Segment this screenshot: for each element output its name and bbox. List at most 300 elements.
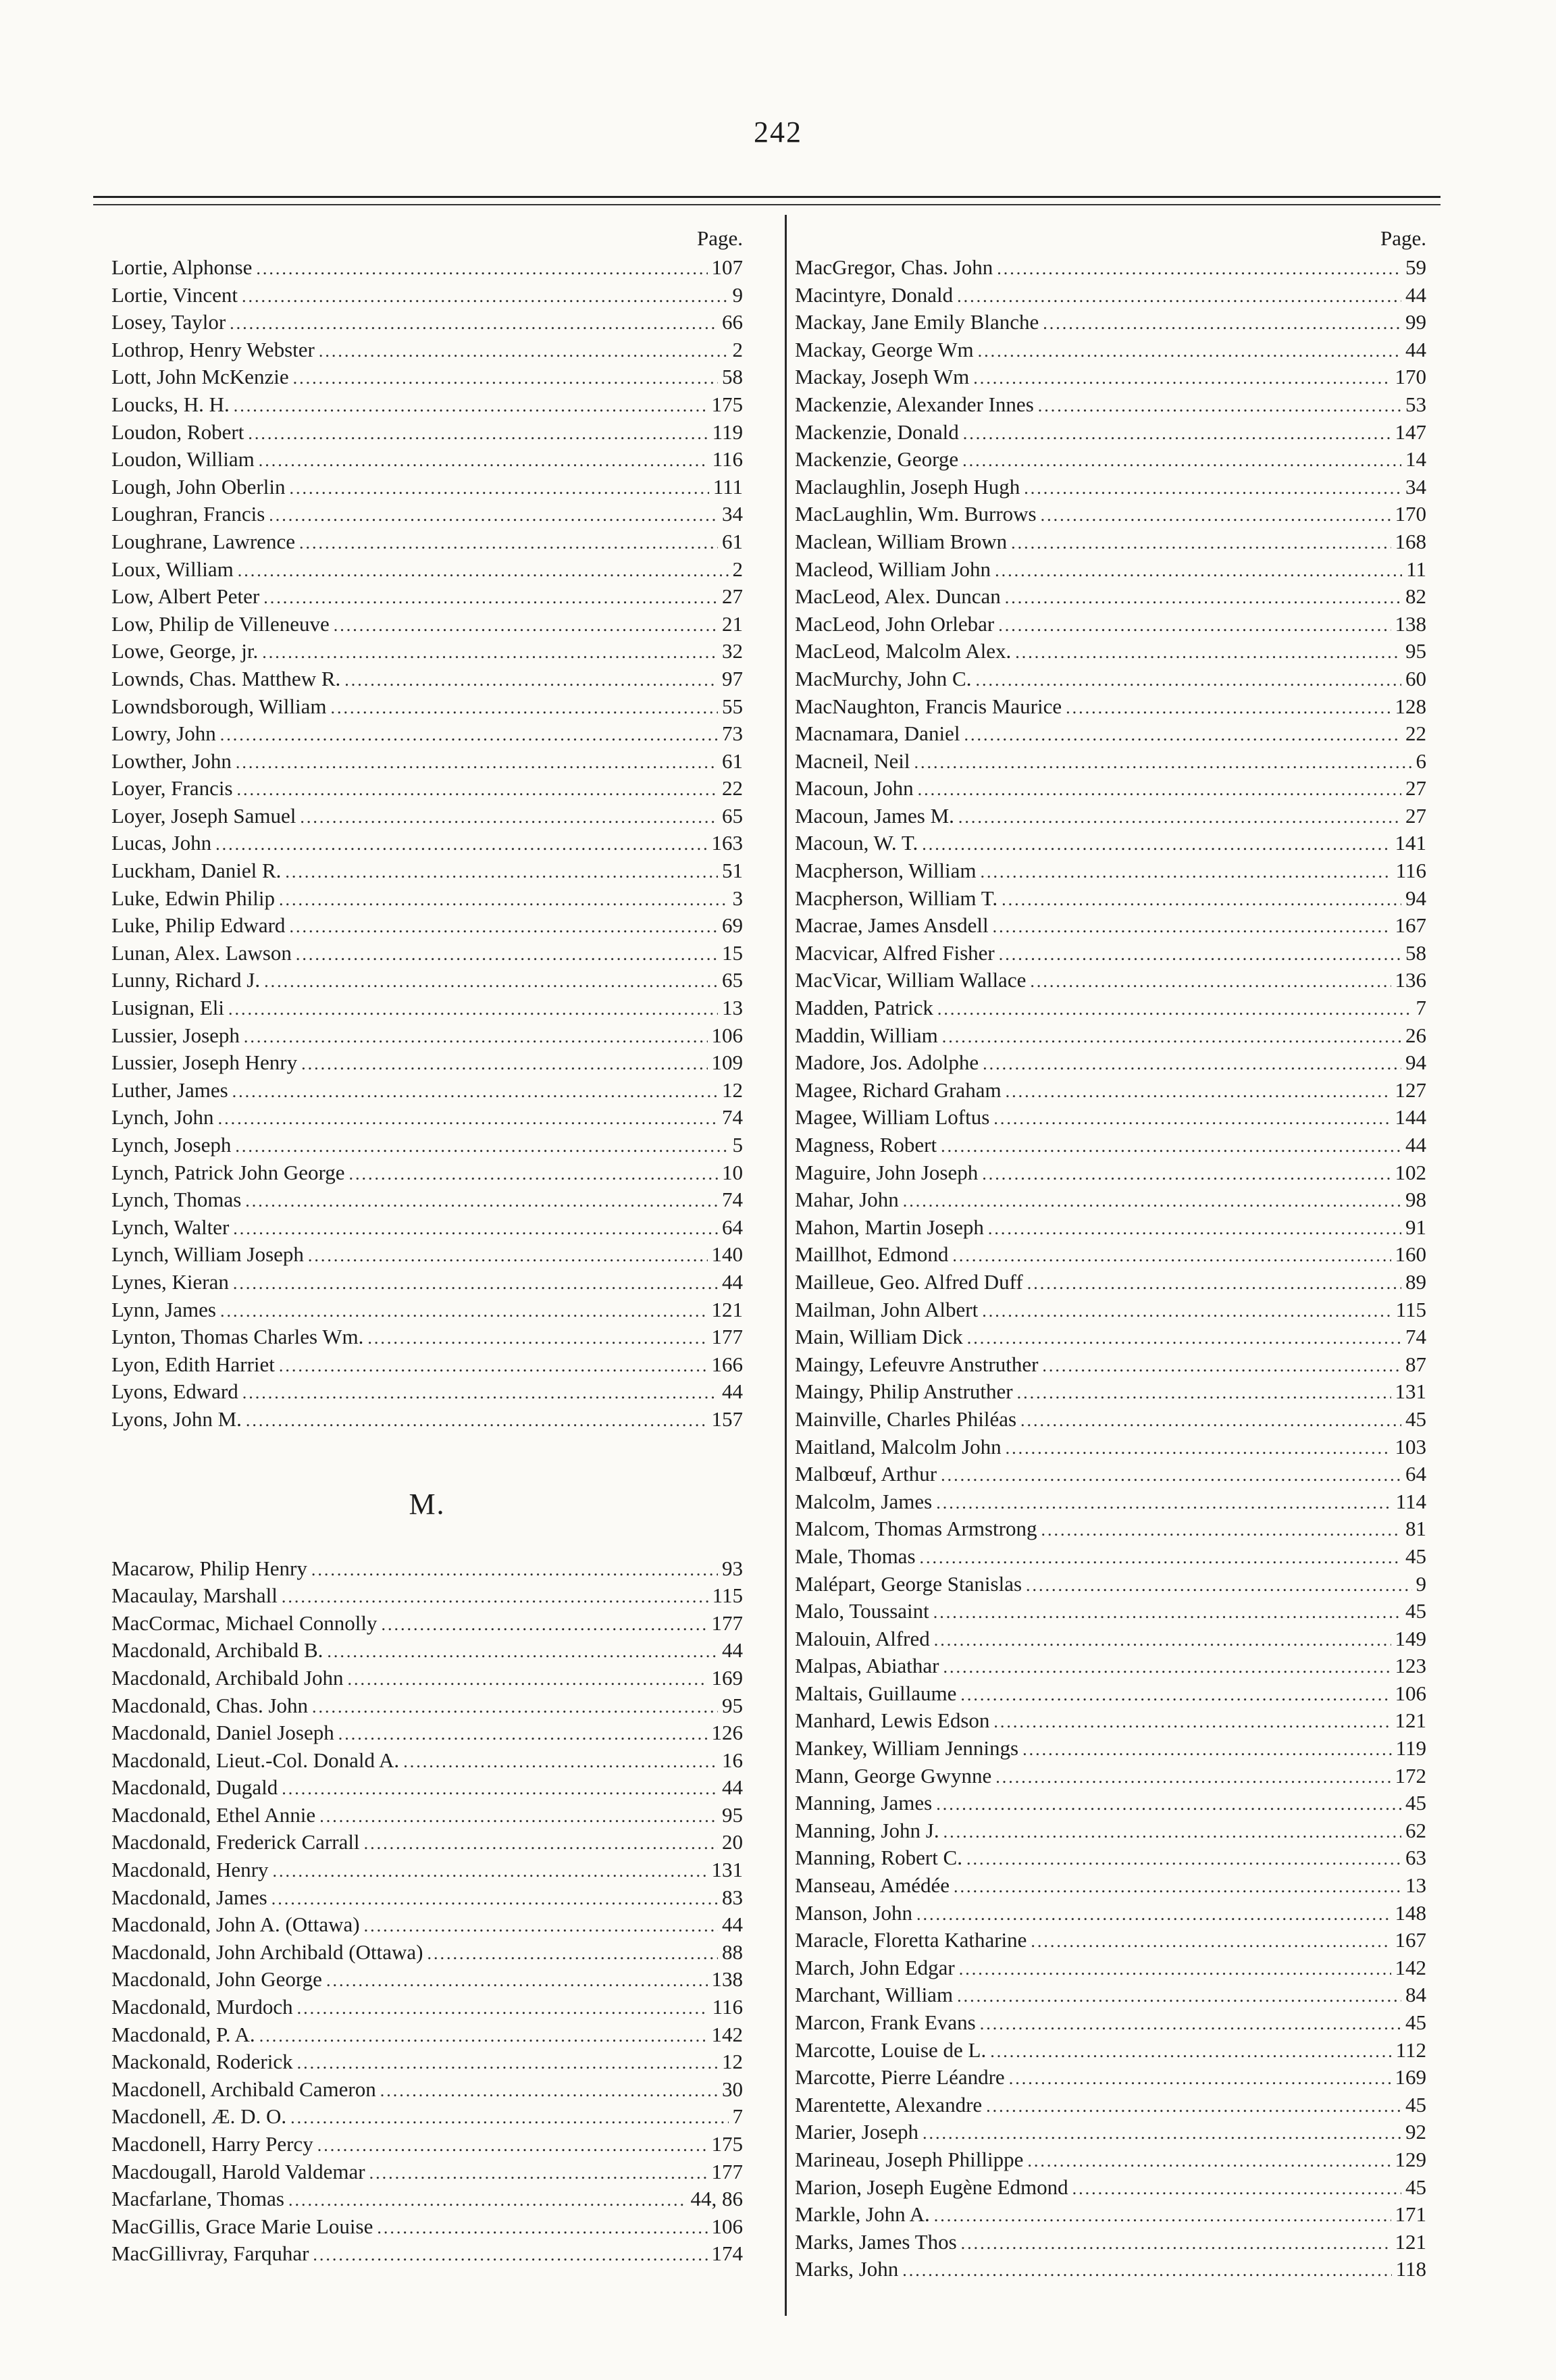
- dot-leader: [954, 1873, 1401, 1901]
- index-entry: [795, 611, 1426, 638]
- dot-leader: [978, 338, 1401, 365]
- entry-name: Mailman, John Albert: [795, 1297, 979, 1321]
- entry-page: 44: [1405, 337, 1426, 361]
- index-entry: [795, 1652, 1426, 1680]
- entry-page: 99: [1405, 310, 1426, 334]
- dot-leader: [999, 941, 1401, 969]
- dot-leader: [1027, 1270, 1401, 1298]
- dot-leader: [238, 557, 729, 585]
- entry-page: 83: [722, 1885, 743, 1909]
- entry-name: Mackenzie, Alexander Innes: [795, 392, 1034, 416]
- entry-page: 166: [711, 1352, 743, 1376]
- entry-name: Lyons, John M.: [111, 1407, 242, 1431]
- index-entry: [111, 803, 743, 830]
- entry-name: MacMurchy, John C.: [795, 666, 972, 690]
- index-entry: [111, 336, 743, 364]
- entry-name: Magee, William Loftus: [795, 1105, 990, 1130]
- index-entry: [111, 1911, 743, 1939]
- entry-name: Loughran, Francis: [111, 502, 265, 526]
- entry-name: Marion, Joseph Eugène Edmond: [795, 2175, 1068, 2199]
- index-entry: [111, 2158, 743, 2186]
- index-entry: [795, 2146, 1426, 2174]
- entry-name: Maddin, William: [795, 1023, 938, 1047]
- index-entry: [795, 528, 1426, 556]
- entry-name: Lynton, Thomas Charles Wm.: [111, 1325, 364, 1349]
- entry-name: Mackenzie, Donald: [795, 420, 959, 444]
- index-entry: [111, 857, 743, 885]
- index-entry: [111, 1049, 743, 1077]
- index-entry: [795, 1515, 1426, 1543]
- entry-page: 94: [1405, 1050, 1426, 1075]
- index-entry: [111, 830, 743, 857]
- index-entry: [795, 1159, 1426, 1187]
- entry-name: Malo, Toussaint: [795, 1599, 929, 1623]
- entry-page: 170: [1395, 365, 1426, 389]
- entry-name: Mann, George Gwynne: [795, 1763, 992, 1788]
- index-entry: [795, 1488, 1426, 1516]
- dot-leader: [1005, 584, 1401, 612]
- entry-name: Lyon, Edith Harriet: [111, 1352, 275, 1376]
- entry-name: Loudon, William: [111, 447, 255, 472]
- entry-name: Marentette, Alexandre: [795, 2092, 983, 2117]
- dot-leader: [220, 1298, 708, 1325]
- dot-leader: [923, 2120, 1401, 2148]
- index-entry: [111, 2103, 743, 2131]
- entry-name: MacVicar, William Wallace: [795, 968, 1027, 992]
- entry-name: Macdonald, Archibald John: [111, 1665, 344, 1690]
- entry-page: 116: [712, 1995, 743, 2019]
- dot-leader: [285, 859, 718, 886]
- dot-leader: [344, 667, 718, 694]
- entry-name: Lowry, John: [111, 721, 216, 746]
- index-entry: [795, 1269, 1426, 1296]
- entry-page: 63: [1405, 1846, 1426, 1870]
- index-entry: [795, 2119, 1426, 2146]
- left-column: [111, 223, 743, 2268]
- entry-name: Loyer, Joseph Samuel: [111, 803, 296, 828]
- entry-page: 44: [722, 1913, 743, 1937]
- entry-name: Macdonald, James: [111, 1885, 267, 1909]
- entry-page: 27: [1405, 803, 1426, 828]
- dot-leader: [981, 859, 1392, 886]
- entry-page: 61: [722, 749, 743, 773]
- entry-name: Malpas, Abiathar: [795, 1654, 939, 1678]
- entry-name: Maingy, Lefeuvre Anstruther: [795, 1352, 1039, 1376]
- entry-page: 121: [1395, 1708, 1426, 1733]
- entry-name: Lynn, James: [111, 1297, 216, 1321]
- entry-page: 116: [1395, 859, 1426, 883]
- entry-name: Macoun, W. T.: [795, 831, 918, 855]
- entry-page: 66: [722, 310, 743, 334]
- dot-leader: [980, 2010, 1401, 2038]
- index-entry: [795, 1817, 1426, 1845]
- entry-page: 172: [1395, 1763, 1426, 1788]
- entry-page: 74: [1405, 1325, 1426, 1349]
- dot-leader: [282, 1584, 708, 1611]
- dot-leader: [966, 1846, 1401, 1873]
- index-entry: [111, 2185, 743, 2213]
- entry-page: 44: [1405, 1133, 1426, 1157]
- entry-page: 119: [1395, 1736, 1426, 1761]
- entry-name: Maltais, Guillaume: [795, 1681, 957, 1705]
- index-entry: [111, 2240, 743, 2268]
- index-entry: [111, 1351, 743, 1379]
- index-entry: [795, 720, 1426, 748]
- entry-page: 81: [1405, 1517, 1426, 1541]
- dot-leader: [997, 255, 1401, 283]
- dot-leader: [338, 1721, 708, 1748]
- entry-page: 144: [1395, 1105, 1426, 1130]
- entry-page: 129: [1395, 2147, 1426, 2171]
- entry-name: Macdougall, Harold Valdemar: [111, 2159, 365, 2183]
- dot-leader: [993, 1708, 1391, 1736]
- index-entry: [111, 1994, 743, 2021]
- entry-page: 119: [712, 420, 743, 444]
- entry-page: 9: [732, 282, 743, 307]
- dot-leader: [995, 1764, 1391, 1792]
- entry-page: 12: [722, 2050, 743, 2074]
- entry-page: 91: [1405, 1215, 1426, 1239]
- entry-name: Macpherson, William T.: [795, 886, 998, 910]
- index-entry: [795, 1186, 1426, 1214]
- entry-name: Mankey, William Jennings: [795, 1736, 1019, 1761]
- dot-leader: [313, 2242, 707, 2269]
- index-entry: [111, 1406, 743, 1434]
- index-entry: [795, 1104, 1426, 1132]
- index-entry: [111, 1856, 743, 1884]
- index-entry: [111, 994, 743, 1022]
- entry-page: 22: [722, 776, 743, 801]
- index-entry: [795, 1351, 1426, 1379]
- index-entry: [111, 363, 743, 391]
- dot-leader: [230, 310, 718, 338]
- entry-page: 121: [711, 1297, 743, 1321]
- entry-page: 177: [711, 1611, 743, 1635]
- dot-leader: [973, 365, 1391, 393]
- entry-page: 7: [1416, 996, 1426, 1020]
- entry-name: Lynes, Kieran: [111, 1269, 229, 1294]
- index-entry: [111, 1159, 743, 1187]
- entry-name: Macdonald, John A. (Ottawa): [111, 1913, 360, 1937]
- entry-name: Macdonald, Lieut.-Col. Donald A.: [111, 1748, 400, 1772]
- dot-leader: [237, 776, 718, 804]
- entry-page: 51: [722, 859, 743, 883]
- entry-name: Macdonald, Henry: [111, 1858, 269, 1882]
- dot-leader: [990, 2038, 1391, 2066]
- dot-leader: [941, 1462, 1401, 1490]
- index-entry: [795, 2037, 1426, 2065]
- index-entry: [795, 1214, 1426, 1242]
- index-entry: [795, 1598, 1426, 1625]
- dot-leader: [934, 1627, 1391, 1654]
- entry-name: Macdonald, Dugald: [111, 1775, 278, 1800]
- dot-leader: [1015, 639, 1401, 667]
- index-entry: [795, 1543, 1426, 1571]
- entry-name: Lynch, Patrick John George: [111, 1160, 345, 1184]
- entry-name: Macfarlane, Thomas: [111, 2187, 284, 2211]
- entry-page: 116: [712, 447, 743, 472]
- index-entry: [795, 994, 1426, 1022]
- index-entry: [795, 336, 1426, 364]
- entry-name: Lortie, Vincent: [111, 282, 238, 307]
- dot-leader: [983, 1050, 1401, 1078]
- entry-name: Lowe, George, jr.: [111, 639, 259, 663]
- entry-page: 44, 86: [690, 2187, 743, 2211]
- dot-leader: [349, 1161, 718, 1188]
- dot-leader: [1041, 502, 1391, 530]
- dot-leader: [233, 1270, 718, 1298]
- entry-name: Macneil, Neil: [795, 749, 910, 773]
- entry-page: 138: [711, 1967, 743, 1992]
- entry-page: 112: [1395, 2037, 1426, 2062]
- index-entry: [111, 419, 743, 447]
- entry-page: 107: [711, 255, 743, 279]
- dot-leader: [301, 1050, 707, 1078]
- entry-page: 13: [1405, 1873, 1426, 1898]
- entry-page: 61: [722, 529, 743, 553]
- dot-leader: [242, 283, 729, 311]
- entry-name: Lusignan, Eli: [111, 996, 225, 1020]
- entry-name: Marks, John: [795, 2257, 899, 2281]
- entry-page: 44: [722, 1638, 743, 1663]
- entry-page: 111: [712, 474, 743, 499]
- dot-leader: [958, 804, 1401, 832]
- index-entry: [795, 1763, 1426, 1790]
- dot-leader: [259, 2023, 708, 2050]
- dot-leader: [256, 255, 707, 283]
- dot-leader: [1024, 475, 1401, 503]
- entry-name: Maitland, Malcolm John: [795, 1434, 1002, 1459]
- entry-page: 84: [1405, 1983, 1426, 2007]
- dot-leader: [957, 283, 1401, 311]
- index-entry: [111, 1610, 743, 1638]
- entry-name: Manning, Robert C.: [795, 1846, 962, 1870]
- entry-page: 15: [722, 940, 743, 965]
- index-entry: [111, 1296, 743, 1324]
- entry-page: 11: [1406, 557, 1426, 581]
- entry-name: Maclean, William Brown: [795, 529, 1008, 553]
- index-entry: [795, 309, 1426, 336]
- right-column: [795, 223, 1426, 2283]
- entry-name: Losey, Taylor: [111, 310, 226, 334]
- entry-page: 30: [722, 2077, 743, 2101]
- index-entry: [111, 1077, 743, 1105]
- entry-name: Maillhot, Edmond: [795, 1242, 949, 1267]
- entry-name: Macdonald, John George: [111, 1967, 322, 1992]
- dot-leader: [364, 1913, 718, 1940]
- dot-leader: [282, 1775, 718, 1803]
- index-entry: [111, 2048, 743, 2076]
- dot-leader: [1026, 1572, 1411, 1600]
- entry-page: 10: [722, 1160, 743, 1184]
- column-divider: [785, 215, 787, 2316]
- index-entry: [795, 1844, 1426, 1872]
- dot-leader: [244, 1023, 708, 1051]
- index-entry: [795, 1872, 1426, 1900]
- index-entry: [795, 2174, 1426, 2202]
- entry-name: Mackay, Jane Emily Blanche: [795, 310, 1039, 334]
- index-entry: [795, 1378, 1426, 1406]
- index-entry: [111, 501, 743, 528]
- entry-name: Mailleue, Geo. Alfred Duff: [795, 1269, 1023, 1294]
- index-entry: [795, 1296, 1426, 1324]
- entry-page: 106: [711, 1023, 743, 1047]
- entry-name: Lynch, John: [111, 1105, 214, 1130]
- dot-leader: [348, 1666, 708, 1694]
- entry-name: Male, Thomas: [795, 1544, 916, 1568]
- entry-name: MacGregor, Chas. John: [795, 255, 993, 279]
- entry-page: 88: [722, 1940, 743, 1964]
- index-entry: [795, 1022, 1426, 1050]
- left-entries-m: [111, 1555, 743, 2268]
- dot-leader: [300, 804, 718, 832]
- entry-name: Luther, James: [111, 1078, 228, 1102]
- index-entry: [111, 1637, 743, 1665]
- index-entry: [795, 940, 1426, 967]
- index-entry: [795, 583, 1426, 611]
- entry-name: Mackay, Joseph Wm: [795, 365, 970, 389]
- entry-page: 109: [711, 1050, 743, 1075]
- dot-leader: [1030, 968, 1391, 996]
- entry-name: Macarow, Philip Henry: [111, 1556, 307, 1580]
- entry-name: Lothrop, Henry Webster: [111, 337, 315, 361]
- index-entry: [795, 693, 1426, 721]
- entry-name: Malouin, Alfred: [795, 1626, 930, 1650]
- index-entry: [111, 583, 743, 611]
- dot-leader: [236, 749, 718, 777]
- index-entry: [795, 748, 1426, 776]
- dot-leader: [331, 694, 719, 722]
- dot-leader: [308, 1242, 708, 1270]
- dot-leader: [248, 420, 708, 448]
- entry-page: 74: [722, 1105, 743, 1130]
- entry-name: Lortie, Alphonse: [111, 255, 253, 279]
- index-entry: [795, 2201, 1426, 2229]
- dot-leader: [1006, 1435, 1391, 1463]
- left-entries-l: [111, 254, 743, 1434]
- dot-leader: [279, 1352, 708, 1380]
- dot-leader: [369, 2160, 708, 2187]
- dot-leader: [1072, 2175, 1401, 2203]
- index-entry: [111, 611, 743, 638]
- entry-name: Maclaughlin, Joseph Hugh: [795, 474, 1020, 499]
- entry-page: 22: [1405, 721, 1426, 746]
- dot-leader: [1002, 886, 1401, 914]
- entry-name: Loux, William: [111, 557, 234, 581]
- entry-page: 53: [1405, 392, 1426, 416]
- index-entry: [795, 1132, 1426, 1159]
- index-entry: [795, 2092, 1426, 2119]
- entry-name: Lynch, William Joseph: [111, 1242, 304, 1267]
- entry-name: Macdonald, John Archibald (Ottawa): [111, 1940, 423, 1964]
- dot-leader: [922, 831, 1391, 859]
- entry-name: Macdonald, Archibald B.: [111, 1638, 323, 1663]
- entry-page: 45: [1405, 1544, 1426, 1568]
- entry-name: Macdonald, Daniel Joseph: [111, 1721, 334, 1745]
- entry-page: 16: [722, 1748, 743, 1772]
- entry-name: Macoun, James M.: [795, 803, 954, 828]
- entry-page: 121: [1395, 2229, 1426, 2254]
- dot-leader: [317, 2132, 708, 2160]
- entry-page: 45: [1405, 1407, 1426, 1431]
- entry-page: 55: [722, 694, 743, 718]
- entry-name: Luckham, Daniel R.: [111, 859, 282, 883]
- dot-leader: [988, 1215, 1401, 1243]
- entry-name: Lyons, Edward: [111, 1379, 238, 1404]
- dot-leader: [297, 2050, 718, 2077]
- dot-leader: [312, 1694, 718, 1721]
- entry-name: Markle, John A.: [795, 2202, 930, 2227]
- entry-page: 3: [732, 886, 743, 910]
- dot-leader: [936, 1791, 1401, 1819]
- entry-name: Malépart, George Stanislas: [795, 1571, 1022, 1596]
- entry-name: Mahar, John: [795, 1188, 899, 1212]
- entry-name: Macrae, James Ansdell: [795, 913, 989, 938]
- entry-page: 58: [1405, 940, 1426, 965]
- entry-name: MacCormac, Michael Connolly: [111, 1611, 378, 1635]
- index-entry: [111, 1132, 743, 1159]
- entry-name: Madore, Jos. Adolphe: [795, 1050, 979, 1075]
- entry-page: 44: [722, 1775, 743, 1800]
- dot-leader: [1017, 1379, 1391, 1407]
- index-entry: [795, 1241, 1426, 1269]
- entry-page: 87: [1405, 1352, 1426, 1376]
- index-entry: [111, 1884, 743, 1912]
- dot-leader: [232, 1078, 718, 1106]
- entry-page: 32: [722, 639, 743, 663]
- dot-leader: [297, 1995, 708, 2023]
- dot-leader: [403, 1748, 718, 1776]
- entry-page: 136: [1395, 968, 1426, 992]
- index-entry: [111, 1241, 743, 1269]
- dot-leader: [1043, 310, 1401, 338]
- entry-name: Luke, Philip Edward: [111, 913, 286, 938]
- entry-name: Marineau, Joseph Phillippe: [795, 2147, 1024, 2171]
- entry-page: 127: [1395, 1078, 1426, 1102]
- entry-page: 98: [1405, 1188, 1426, 1212]
- entry-page: 118: [1395, 2257, 1426, 2281]
- index-entry: [111, 885, 743, 913]
- entry-page: 131: [711, 1858, 743, 1882]
- dot-leader: [1006, 1078, 1391, 1106]
- dot-leader: [367, 1325, 707, 1352]
- dot-leader: [903, 1188, 1401, 1215]
- header-rule-thin: [93, 204, 1441, 205]
- entry-name: Manhard, Lewis Edson: [795, 1708, 990, 1733]
- dot-leader: [963, 420, 1391, 448]
- dot-leader: [311, 1556, 718, 1584]
- dot-leader: [289, 913, 718, 941]
- dot-leader: [993, 913, 1391, 941]
- index-entry: [795, 1625, 1426, 1653]
- dot-leader: [269, 502, 718, 530]
- entry-page: 141: [1395, 831, 1426, 855]
- entry-page: 45: [1405, 2010, 1426, 2034]
- dot-leader: [1011, 530, 1391, 557]
- entry-page: 13: [722, 996, 743, 1020]
- dot-leader: [246, 1407, 708, 1435]
- index-entry: [795, 857, 1426, 885]
- entry-page: 160: [1395, 1242, 1426, 1267]
- index-entry: [111, 1186, 743, 1214]
- entry-page: 60: [1405, 666, 1426, 690]
- dot-leader: [289, 475, 708, 503]
- entry-page: 175: [711, 392, 743, 416]
- entry-name: Lunan, Alex. Lawson: [111, 940, 292, 965]
- dot-leader: [961, 2230, 1391, 2258]
- index-entry: [795, 501, 1426, 528]
- dot-leader: [995, 557, 1402, 585]
